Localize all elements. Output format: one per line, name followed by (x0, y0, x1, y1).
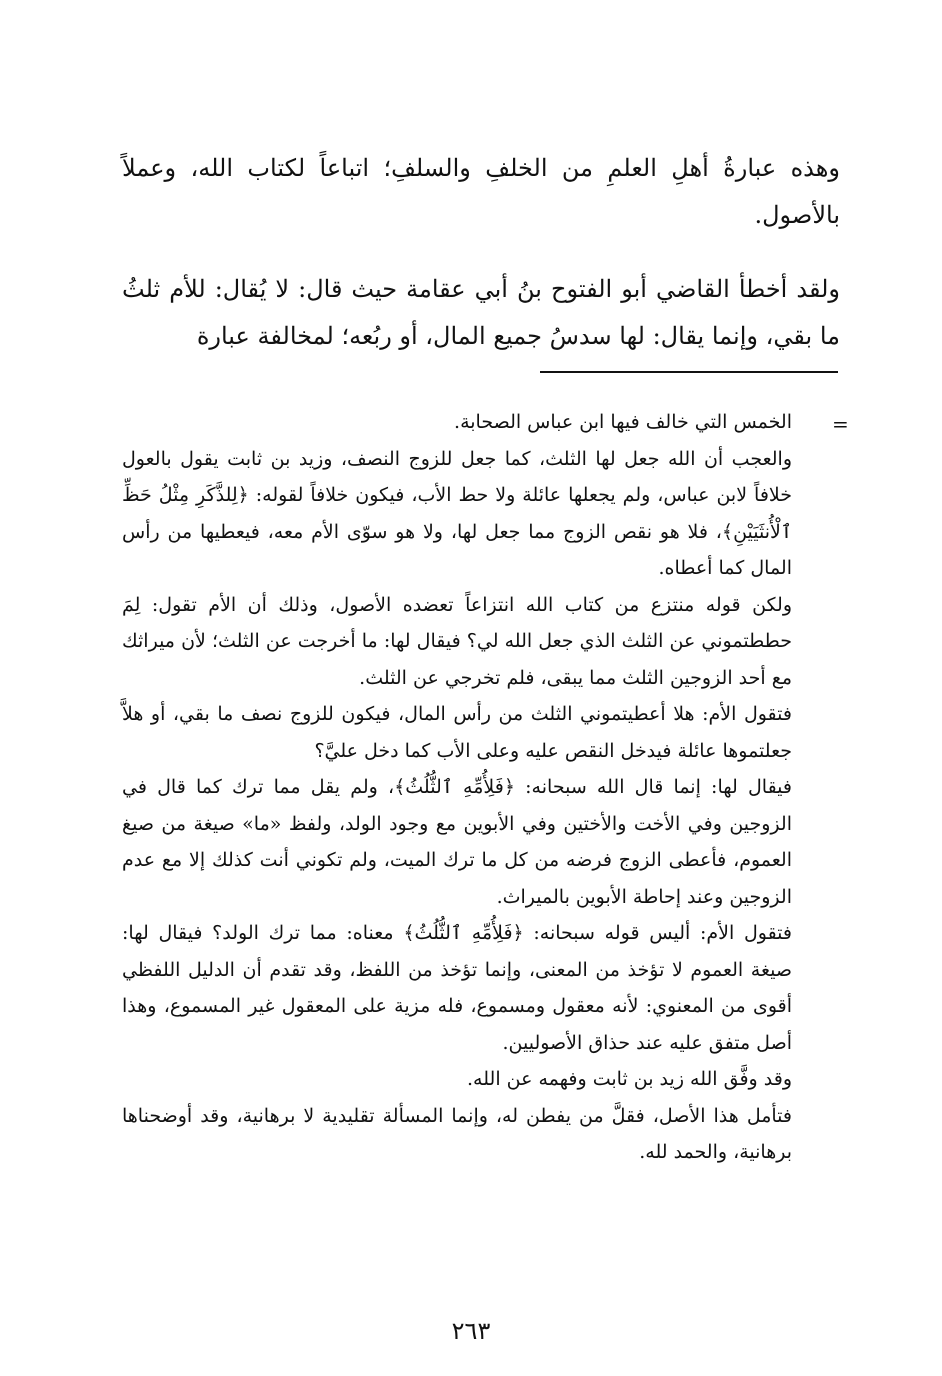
main-paragraph-2 (122, 266, 840, 360)
main-paragraph-1 (122, 145, 840, 239)
footnote-paragraph: فتأمل هذا الأصل، فقلَّ من يفطن له، وإنما المسألة تقليدية لا برهانية، وقد أوضحناها برهانية، والحمد لله. (122, 1104, 792, 1163)
footnote-paragraph: فتقول الأم: هلا أعطيتموني الثلث من رأس المال، فيكون للزوج نصف ما بقي، أو هلاَّ جعلتموها عائلة فيدخل النقص عليه وعلى الأب كما دخل عليَّ؟ (122, 703, 792, 762)
footnote-paragraph: فتقول الأم: أليس قوله سبحانه: ﴿فَلِأُمِّهِ ٱلثُّلُثُ﴾ معناه: مما ترك الولد؟ فيقال لها: صيغة العموم لا تؤخذ من المعنى، وإنما تؤخذ من اللفظ، وقد تقدم أن الدليل اللفظي أقوى من المعنوي: لأنه معقول ومسموع، فله مزية على المعقول غير المسموع، وهذا أصل متفق عليه عند حذاق الأصوليين. (122, 922, 792, 1054)
footnote-paragraph: والعجب أن الله جعل لها الثلث، كما جعل للزوج النصف، وزيد بن ثابت يقول بالعول خلافاً لابن عباس، ولم يجعلها عائلة ولا حط الأب، فيكون خلافاً لقوله: ﴿لِلذَّكَرِ مِثْلُ حَظِّ ٱلْأُنثَيَيْنِ﴾، فلا هو نقص الزوج مما جعل لها، ولا هو سوّى الأم معه، فيعطيها من رأس المال كما أعطاه. (122, 447, 792, 579)
footnotes-block (122, 404, 792, 1171)
footnote-paragraph: ولكن قوله منتزع من كتاب الله انتزاعاً تعضده الأصول، وذلك أن الأم تقول: لِمَ حططتموني عن الثلث الذي جعل الله لي؟ فيقال لها: ما أخرجت عن الثلث؛ لأن ميراثك مع أحد الزوجين الثلث مما يبقى، فلم تخرجي عن الثلث. (122, 593, 792, 689)
footnote-paragraph: الخمس التي خالف فيها ابن عباس الصحابة. (454, 411, 792, 433)
page-number: ٢٦٣ (451, 1317, 491, 1345)
footnote-continuation-marker: = (832, 412, 849, 436)
main-paragraph-1-text: وهذه عبارةُ أهلِ العلمِ من الخلفِ والسلفِ؛ اتباعاً لكتاب الله، وعملاً بالأصول. (122, 154, 840, 229)
footnote-paragraph: فيقال لها: إنما قال الله سبحانه: ﴿فَلِأُمِّهِ ٱلثُّلُثُ﴾، ولم يقل مما ترك كما قال في الزوجين وفي الأخت والأختين وفي الأبوين مع وجود الولد، ولفظ «ما» صيغة من صيغ العموم، فأعطى الزوج فرضه من كل ما ترك الميت، ولم تكوني أنت كذلك إلا مع عدم الزوجين وعند إحاطة الأبوين بالميراث. (122, 776, 792, 908)
main-paragraph-2-text: ولقد أخطأ القاضي أبو الفتوح بنُ أبي عقامة حيث قال: لا يُقال: للأم ثلثُ ما بقي، وإنما يقال: لها سدسُ جميع المال، أو ربُعه؛ لمخالفة عبارة (122, 275, 840, 350)
footnote-separator (540, 371, 838, 373)
footnote-paragraph: وقد وفَّق الله زيد بن ثابت وفهمه عن الله. (467, 1068, 792, 1090)
